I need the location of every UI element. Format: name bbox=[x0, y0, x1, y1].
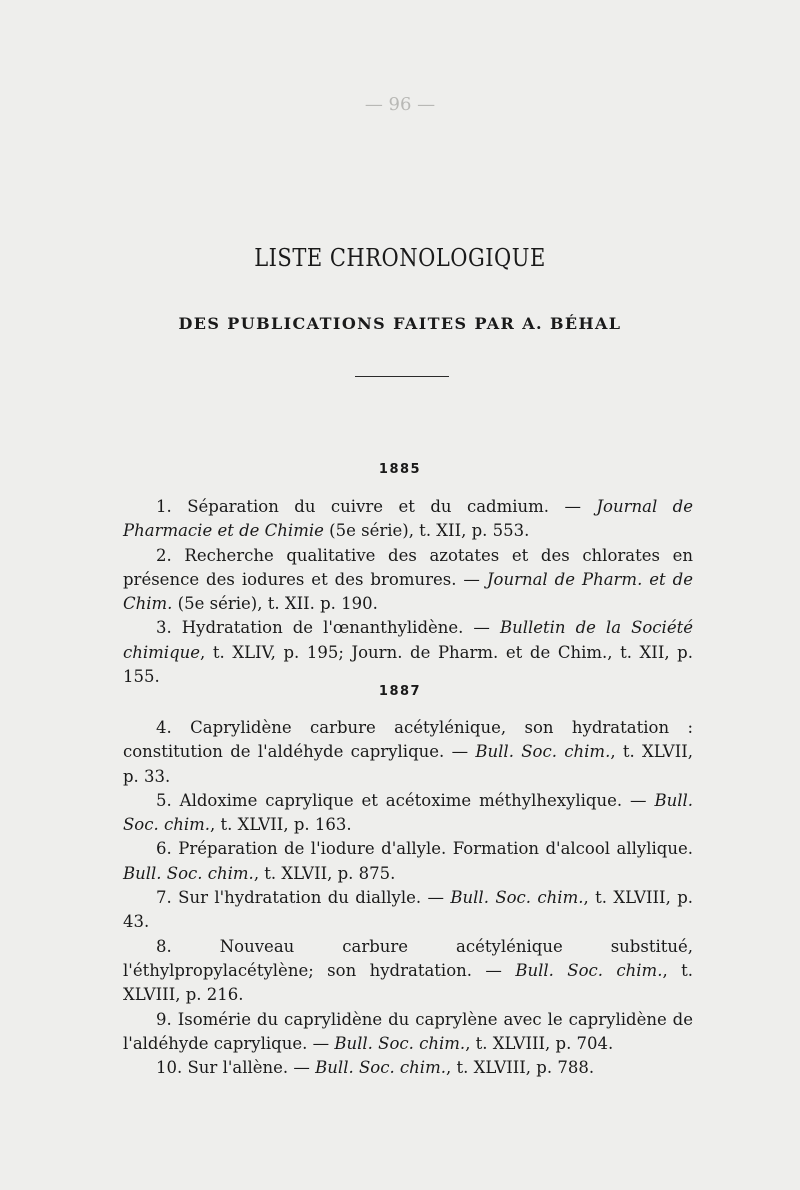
entry-number: 4. bbox=[156, 718, 172, 737]
entry-source: Journal de Pharm. et de Chim. bbox=[123, 569, 693, 614]
entry-number: 2. bbox=[156, 545, 172, 565]
entry-reference: , t. XLVII, p. 163. bbox=[210, 815, 352, 835]
entry-source: Bull. Soc. chim. bbox=[123, 863, 254, 883]
entry-reference: , t. XLVIII, p. 216. bbox=[123, 960, 693, 1005]
entry-source: Bulletin de la Société chimique bbox=[123, 618, 693, 662]
entry-title: Recherche qualitative des azotates et des chlorates en présence des iodures et des bromures. — bbox=[123, 545, 694, 589]
publication-entry bbox=[123, 495, 693, 544]
entry-title: Hydratation de l'œnanthylidène. — bbox=[181, 618, 500, 638]
publication-list-1887 bbox=[123, 716, 693, 1080]
entry-number: 9. bbox=[156, 1009, 172, 1029]
publication-entry bbox=[123, 1008, 693, 1057]
page-number: — 96 — bbox=[364, 94, 436, 115]
entry-title: Séparation du cuivre et du cadmium. — bbox=[187, 497, 597, 516]
entry-reference: , t. XLVII, p. 875. bbox=[253, 863, 396, 883]
page-title: LISTE CHRONOLOGIQUE bbox=[254, 244, 546, 272]
entry-reference: , t. XLVIII, p. 704. bbox=[465, 1033, 614, 1053]
entry-title: Isomérie du caprylidène du caprylène avec le caprylidène de l'aldéhyde caprylique. — bbox=[123, 1009, 693, 1053]
entry-reference: , t. XLVII, p. 33. bbox=[123, 742, 693, 786]
entry-title: Sur l'hydratation du diallyle. — bbox=[178, 888, 451, 908]
entry-title: Sur l'allène. — bbox=[187, 1058, 316, 1078]
entry-source: Bull. Soc. chim. bbox=[315, 1058, 446, 1078]
title-divider bbox=[355, 376, 449, 377]
publication-entry bbox=[123, 716, 693, 789]
entry-number: 7. bbox=[156, 888, 172, 908]
entry-source: Bull. Soc. chim. bbox=[450, 888, 584, 908]
publication-entry bbox=[123, 935, 693, 1008]
page-subtitle: DES PUBLICATIONS FAITES PAR A. BÉHAL bbox=[178, 314, 622, 333]
entry-number: 10. bbox=[156, 1058, 183, 1078]
publication-list-1885 bbox=[123, 495, 693, 689]
entry-reference: , t. XLVIII, p. 43. bbox=[123, 888, 693, 932]
entry-number: 3. bbox=[156, 618, 172, 638]
entry-number: 1. bbox=[156, 497, 172, 516]
publication-entry bbox=[123, 789, 693, 838]
publication-entry bbox=[123, 616, 693, 689]
entry-number: 6. bbox=[156, 839, 172, 859]
entry-title: Nouveau carbure acétylénique substitué, l'éthylpropylacétylène; son hydratation. — bbox=[123, 936, 693, 980]
entry-source: Bull. Soc. chim. bbox=[123, 790, 693, 835]
publication-entry bbox=[123, 544, 693, 617]
entry-title: Caprylidène carbure acétylénique, son hydratation : constitution de l'aldéhyde caprylique. — bbox=[123, 718, 693, 762]
entry-number: 5. bbox=[156, 790, 172, 810]
entry-reference: , t. XLIV, p. 195; Journ. de Pharm. et de Chim., t. XII, p. 155. bbox=[123, 642, 693, 687]
entry-title: Aldoxime caprylique et acétoxime méthylhexylique. — bbox=[179, 790, 655, 810]
publication-entry bbox=[123, 886, 693, 935]
publication-entry bbox=[123, 1056, 693, 1080]
entry-reference: (5e série), t. XII, p. 553. bbox=[323, 521, 530, 541]
entry-source: Bull. Soc. chim. bbox=[515, 960, 663, 980]
publication-entry bbox=[123, 837, 693, 886]
entry-source: Bull. Soc. chim. bbox=[475, 742, 611, 762]
year-heading-1887: 1887 bbox=[378, 684, 422, 699]
entry-title: Préparation de l'iodure d'allyle. Formation d'alcool allylique. bbox=[178, 839, 693, 859]
entry-source: Journal de Pharmacie et de Chimie bbox=[123, 497, 693, 541]
entry-source: Bull. Soc. chim. bbox=[334, 1033, 466, 1053]
year-heading-1885: 1885 bbox=[378, 462, 422, 477]
entry-reference: (5e série), t. XII. p. 190. bbox=[172, 594, 378, 614]
entry-number: 8. bbox=[156, 936, 172, 956]
entry-reference: , t. XLVIII, p. 788. bbox=[445, 1058, 595, 1078]
